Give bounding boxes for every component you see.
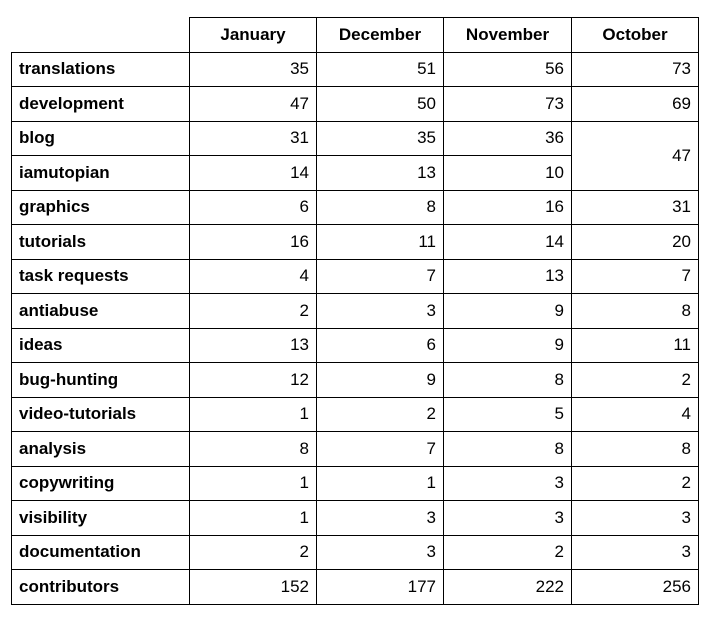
- row-label: iamutopian: [12, 156, 190, 191]
- table-row: [12, 466, 699, 501]
- table-cell: 6: [317, 328, 444, 363]
- table-cell: 9: [317, 363, 444, 398]
- table-cell: 31: [190, 121, 317, 156]
- table-cell: 9: [444, 294, 572, 329]
- row-label: copywriting: [12, 466, 190, 501]
- row-label: task requests: [12, 259, 190, 294]
- table-row: [12, 259, 699, 294]
- table-cell: 73: [444, 87, 572, 122]
- table-row: [12, 121, 699, 156]
- table-cell: 2: [572, 466, 699, 501]
- corner-cell: [12, 18, 190, 53]
- table-row: [12, 87, 699, 122]
- row-label: translations: [12, 52, 190, 87]
- column-header-october: October: [572, 18, 699, 53]
- column-header-january: January: [190, 18, 317, 53]
- table-cell: 177: [317, 570, 444, 605]
- column-header-december: December: [317, 18, 444, 53]
- table-row: [12, 328, 699, 363]
- table-cell: 8: [317, 190, 444, 225]
- table-cell: 3: [317, 535, 444, 570]
- table-row: [12, 432, 699, 467]
- table-cell: 56: [444, 52, 572, 87]
- row-label: contributors: [12, 570, 190, 605]
- table-cell: 2: [190, 294, 317, 329]
- table-cell: 2: [572, 363, 699, 398]
- column-header-november: November: [444, 18, 572, 53]
- table-cell: 8: [572, 294, 699, 329]
- table-cell: 4: [190, 259, 317, 294]
- table-cell: 152: [190, 570, 317, 605]
- table-cell: 3: [317, 294, 444, 329]
- table-cell: 20: [572, 225, 699, 260]
- table-cell: 8: [190, 432, 317, 467]
- table-cell: 50: [317, 87, 444, 122]
- table-cell: 8: [444, 432, 572, 467]
- table-cell: 9: [444, 328, 572, 363]
- table-cell: 12: [190, 363, 317, 398]
- table-cell: 222: [444, 570, 572, 605]
- table-cell: 36: [444, 121, 572, 156]
- table-row: [12, 190, 699, 225]
- row-label: documentation: [12, 535, 190, 570]
- table-cell: 3: [317, 501, 444, 536]
- table-cell: 4: [572, 397, 699, 432]
- table-row: [12, 501, 699, 536]
- table-cell: 31: [572, 190, 699, 225]
- table-cell: 7: [317, 259, 444, 294]
- table-cell: 16: [444, 190, 572, 225]
- table-cell: 5: [444, 397, 572, 432]
- table-cell: 16: [190, 225, 317, 260]
- table-cell: 35: [190, 52, 317, 87]
- row-label: visibility: [12, 501, 190, 536]
- table-cell: 51: [317, 52, 444, 87]
- table-cell: 13: [444, 259, 572, 294]
- table-cell: 3: [572, 501, 699, 536]
- merged-cell: 47: [572, 121, 699, 190]
- row-label: antiabuse: [12, 294, 190, 329]
- row-label: video-tutorials: [12, 397, 190, 432]
- table-cell: 3: [444, 501, 572, 536]
- table-cell: 69: [572, 87, 699, 122]
- table-cell: 8: [444, 363, 572, 398]
- table-cell: 11: [317, 225, 444, 260]
- row-label: analysis: [12, 432, 190, 467]
- table-cell: 14: [444, 225, 572, 260]
- table-row: [12, 363, 699, 398]
- table-cell: 1: [317, 466, 444, 501]
- table-cell: 3: [444, 466, 572, 501]
- table-cell: 7: [572, 259, 699, 294]
- table-cell: 7: [317, 432, 444, 467]
- row-label: development: [12, 87, 190, 122]
- table-cell: 3: [572, 535, 699, 570]
- table-row: [12, 52, 699, 87]
- table-cell: 14: [190, 156, 317, 191]
- row-label: ideas: [12, 328, 190, 363]
- table-cell: 1: [190, 501, 317, 536]
- table-cell: 1: [190, 397, 317, 432]
- table-cell: 8: [572, 432, 699, 467]
- table-cell: 13: [317, 156, 444, 191]
- table-row: [12, 397, 699, 432]
- table-cell: 73: [572, 52, 699, 87]
- row-label: blog: [12, 121, 190, 156]
- table-cell: 35: [317, 121, 444, 156]
- table-cell: 2: [190, 535, 317, 570]
- table-row: [12, 535, 699, 570]
- table-row: [12, 294, 699, 329]
- table-cell: 256: [572, 570, 699, 605]
- table-cell: 2: [444, 535, 572, 570]
- table-row: [12, 570, 699, 605]
- table-cell: 10: [444, 156, 572, 191]
- table-cell: 11: [572, 328, 699, 363]
- header-row: [12, 18, 699, 53]
- table-cell: 13: [190, 328, 317, 363]
- row-label: graphics: [12, 190, 190, 225]
- table-cell: 1: [190, 466, 317, 501]
- table-row: [12, 225, 699, 260]
- table-cell: 6: [190, 190, 317, 225]
- table-cell: 47: [190, 87, 317, 122]
- row-label: tutorials: [12, 225, 190, 260]
- category-stats-table: [11, 17, 699, 605]
- row-label: bug-hunting: [12, 363, 190, 398]
- table-cell: 2: [317, 397, 444, 432]
